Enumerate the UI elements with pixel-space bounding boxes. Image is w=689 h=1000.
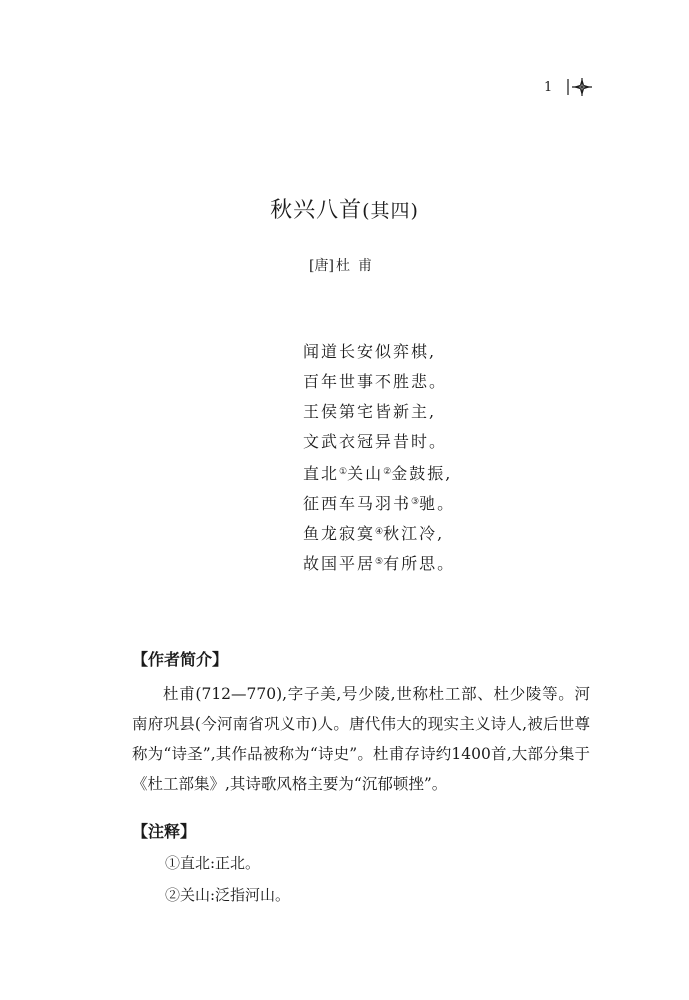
poem-text: 王侯第宅皆新主, <box>303 402 437 421</box>
poem-text: 故国平居 <box>303 554 376 573</box>
note-item: ①直北:正北。 <box>165 854 261 872</box>
poem-title-subtitle: (其四) <box>362 200 419 222</box>
poem-line <box>303 427 455 457</box>
poem-line <box>303 547 455 577</box>
poem-text: 金鼓振, <box>391 464 453 483</box>
poem-line <box>303 487 455 517</box>
poem-body <box>303 337 455 577</box>
poem-text: 文武衣冠异昔时。 <box>303 432 448 451</box>
footnote-marker: ④ <box>375 527 384 537</box>
star-ornament-icon <box>566 76 596 98</box>
author-intro-text: 杜甫(712—770),字子美,号少陵,世称杜工部、杜少陵等。河南府巩县(今河南省巩义市)人。唐代伟大的现实主义诗人,被后世尊称为“诗圣”,其作品被称为“诗史”。杜甫存诗约1400首,大部分集于《杜工部集》,其诗歌风格主要为“沉郁顿挫”。 <box>132 685 590 793</box>
poem-line <box>303 397 455 427</box>
notes-heading: 【注释】 <box>132 822 197 841</box>
poem-author: 杜甫 <box>335 258 380 274</box>
author-intro-heading: 【作者简介】 <box>132 650 229 669</box>
poem-text: 征西车马羽书 <box>303 494 412 513</box>
poem-title-main: 秋兴八首 <box>270 198 363 223</box>
poem-line <box>303 367 455 397</box>
poem-line <box>303 457 455 487</box>
poem-dynasty: [唐] <box>309 258 334 274</box>
footnote-marker: ① <box>339 467 348 477</box>
note-item: ②关山:泛指河山。 <box>165 886 291 904</box>
poem-title <box>0 196 689 226</box>
poem-text: 闻道长安似弈棋, <box>303 342 437 361</box>
poem-line <box>303 517 455 547</box>
poem-text: 关山 <box>347 464 384 483</box>
poem-line <box>303 337 455 367</box>
poem-text: 鱼龙寂寞 <box>303 524 376 543</box>
footnote-marker: ② <box>383 467 392 477</box>
poem-text: 直北 <box>303 464 340 483</box>
footnote-marker: ⑤ <box>375 557 384 567</box>
poem-text: 百年世事不胜悲。 <box>303 372 448 391</box>
poem-text: 驰。 <box>419 494 456 513</box>
poem-text: 有所思。 <box>383 554 456 573</box>
poem-byline <box>0 256 689 276</box>
page-number: 1 <box>544 80 553 95</box>
poem-text: 秋江冷, <box>383 524 445 543</box>
footnote-marker: ③ <box>411 497 420 507</box>
